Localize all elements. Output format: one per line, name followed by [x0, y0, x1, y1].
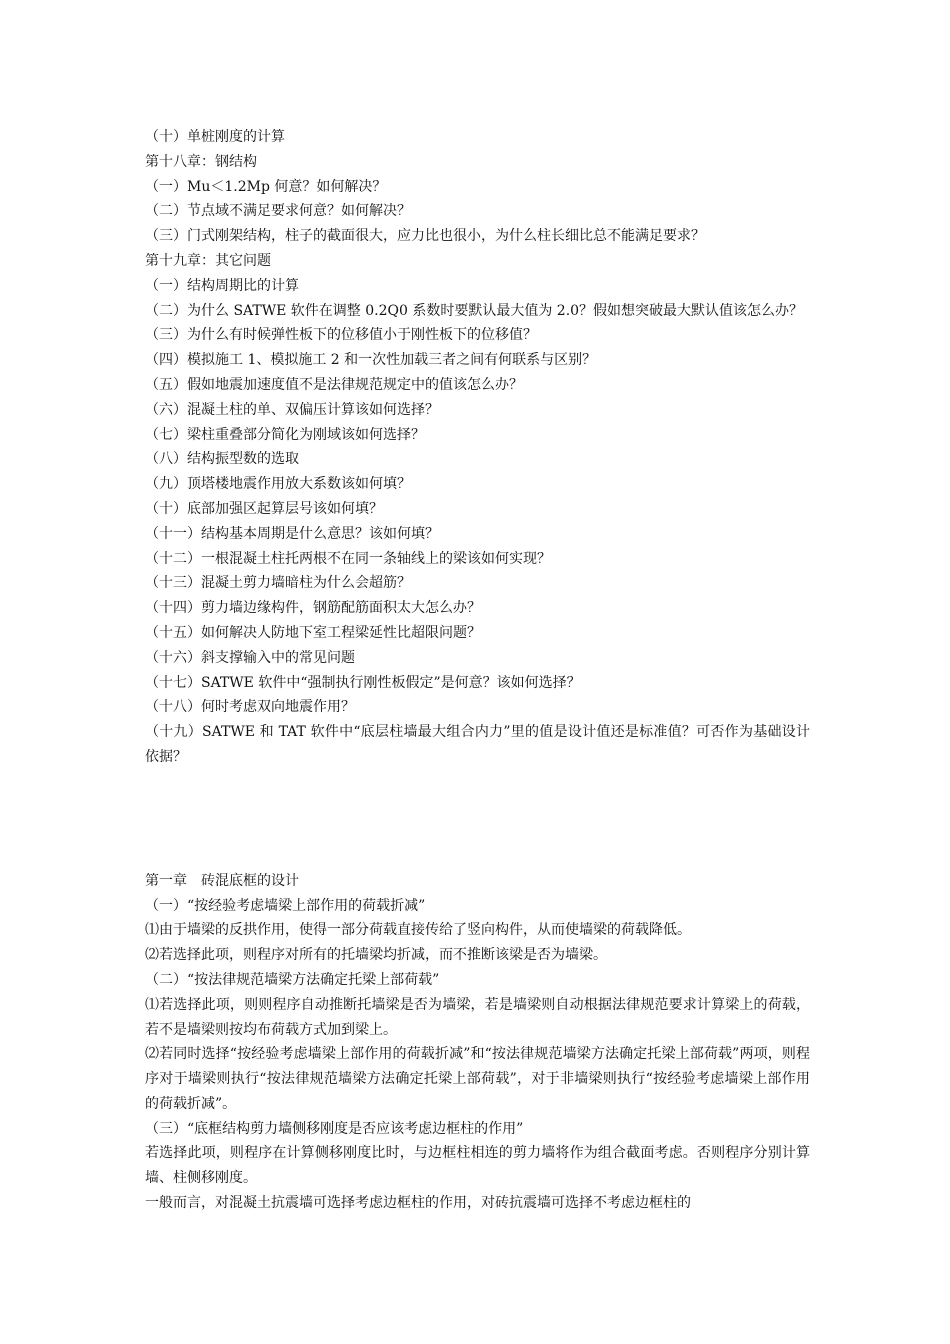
toc-line: （十）单桩刚度的计算 [145, 129, 285, 145]
toc-line: （十六）斜支撑输入中的常见问题 [145, 649, 355, 666]
toc-line: （十）底部加强区起算层号该如何填？ [145, 500, 383, 517]
question-heading: （三）“底框结构剪力墙侧移刚度是否应该考虑边框柱的作用” [145, 1120, 524, 1137]
paragraph: ⑵若同时选择“按经验考虑墙梁上部作用的荷载折减”和“按法律规范墙梁方法确定托梁上部荷载”两项，则程序对于墙梁则执行“按法律规范墙梁方法确定托梁上部荷载”，对于非墙梁则执行“按经验考虑墙梁上部作用的荷载折减”。 [145, 1046, 810, 1112]
toc-line: （十八）何时考虑双向地震作用？ [145, 699, 355, 716]
question-heading: （二）“按法律规范墙梁方法确定托梁上部荷载” [145, 971, 440, 988]
toc-line: （八）结构振型数的选取 [145, 451, 299, 468]
toc-line: （一）Mu＜1.2Mp 何意？如何解决？ [145, 178, 387, 195]
toc-line-wrapped: （十九）SATWE 和 TAT 软件中“底层柱墙最大组合内力”里的值是设计值还是标准值？可否作为基础设计依据？ [145, 724, 810, 765]
toc-line-wrapped: （二）为什么 SATWE 软件在调整 0.2Q0 系数时要默认最大值为 2.0？假如想突破最大默认值该怎么办？ [145, 302, 804, 319]
toc-line: （十四）剪力墙边缘构件，钢筋配筋面积太大怎么办？ [145, 600, 481, 617]
toc-chapter-heading: 第十九章：其它问题 [145, 252, 271, 269]
paragraph: ⑴若选择此项，则则程序自动推断托墙梁是否为墙梁，若是墙梁则自动根据法律规范要求计算梁上的荷载，若不是墙梁则按均布荷载方式加到梁上。 [145, 996, 810, 1038]
question-heading: （一）“按经验考虑墙梁上部作用的荷载折减” [145, 897, 426, 914]
toc-line: （四）模拟施工 1、模拟施工 2 和一次性加载三者之间有何联系与区别？ [145, 352, 597, 369]
toc-line: （七）梁柱重叠部分简化为刚域该如何选择？ [145, 426, 425, 443]
paragraph: 若选择此项，则程序在计算侧移刚度比时，与边框柱相连的剪力墙将作为组合截面考虑。否则程序分别计算墙、柱侧移刚度。 [145, 1145, 810, 1187]
toc-line: （五）假如地震加速度值不是法律规范规定中的值该怎么办？ [145, 376, 523, 393]
toc-line: （十七）SATWE 软件中“强制执行刚性板假定”是何意？该如何选择？ [145, 674, 581, 691]
toc-chapter-heading: 第十八章：钢结构 [145, 153, 257, 170]
toc-line: （一）结构周期比的计算 [145, 277, 299, 294]
toc-line: （十三）混凝土剪力墙暗柱为什么会超筋？ [145, 575, 411, 592]
paragraph: ⑵若选择此项，则程序对所有的托墙梁均折减，而不推断该梁是否为墙梁。 [145, 947, 607, 964]
toc-line: （二）节点域不满足要求何意？如何解决？ [145, 203, 411, 220]
paragraph: 一般而言，对混凝土抗震墙可选择考虑边框柱的作用，对砖抗震墙可选择不考虑边框柱的 [145, 1195, 691, 1212]
chapter-title: 第一章 砖混底框的设计 [145, 872, 299, 889]
toc-line: （九）顶塔楼地震作用放大系数该如何填？ [145, 476, 411, 493]
section-gap [145, 770, 810, 869]
toc-line: （六）混凝土柱的单、双偏压计算该如何选择？ [145, 401, 439, 418]
document-page [145, 125, 810, 1216]
toc-line: （十二）一根混凝土柱托两根不在同一条轴线上的梁该如何实现？ [145, 550, 551, 567]
paragraph: ⑴由于墙梁的反拱作用，使得一部分荷载直接传给了竖向构件，从而使墙梁的荷载降低。 [145, 922, 691, 939]
toc-line: （十五）如何解决人防地下室工程梁延性比超限问题？ [145, 624, 481, 641]
toc-line: （三）为什么有时候弹性板下的位移值小于刚性板下的位移值？ [145, 327, 537, 344]
toc-line: （十一）结构基本周期是什么意思？该如何填？ [145, 525, 439, 542]
toc-line: （三）门式刚架结构，柱子的截面很大，应力比也很小，为什么柱长细比总不能满足要求？ [145, 228, 705, 245]
